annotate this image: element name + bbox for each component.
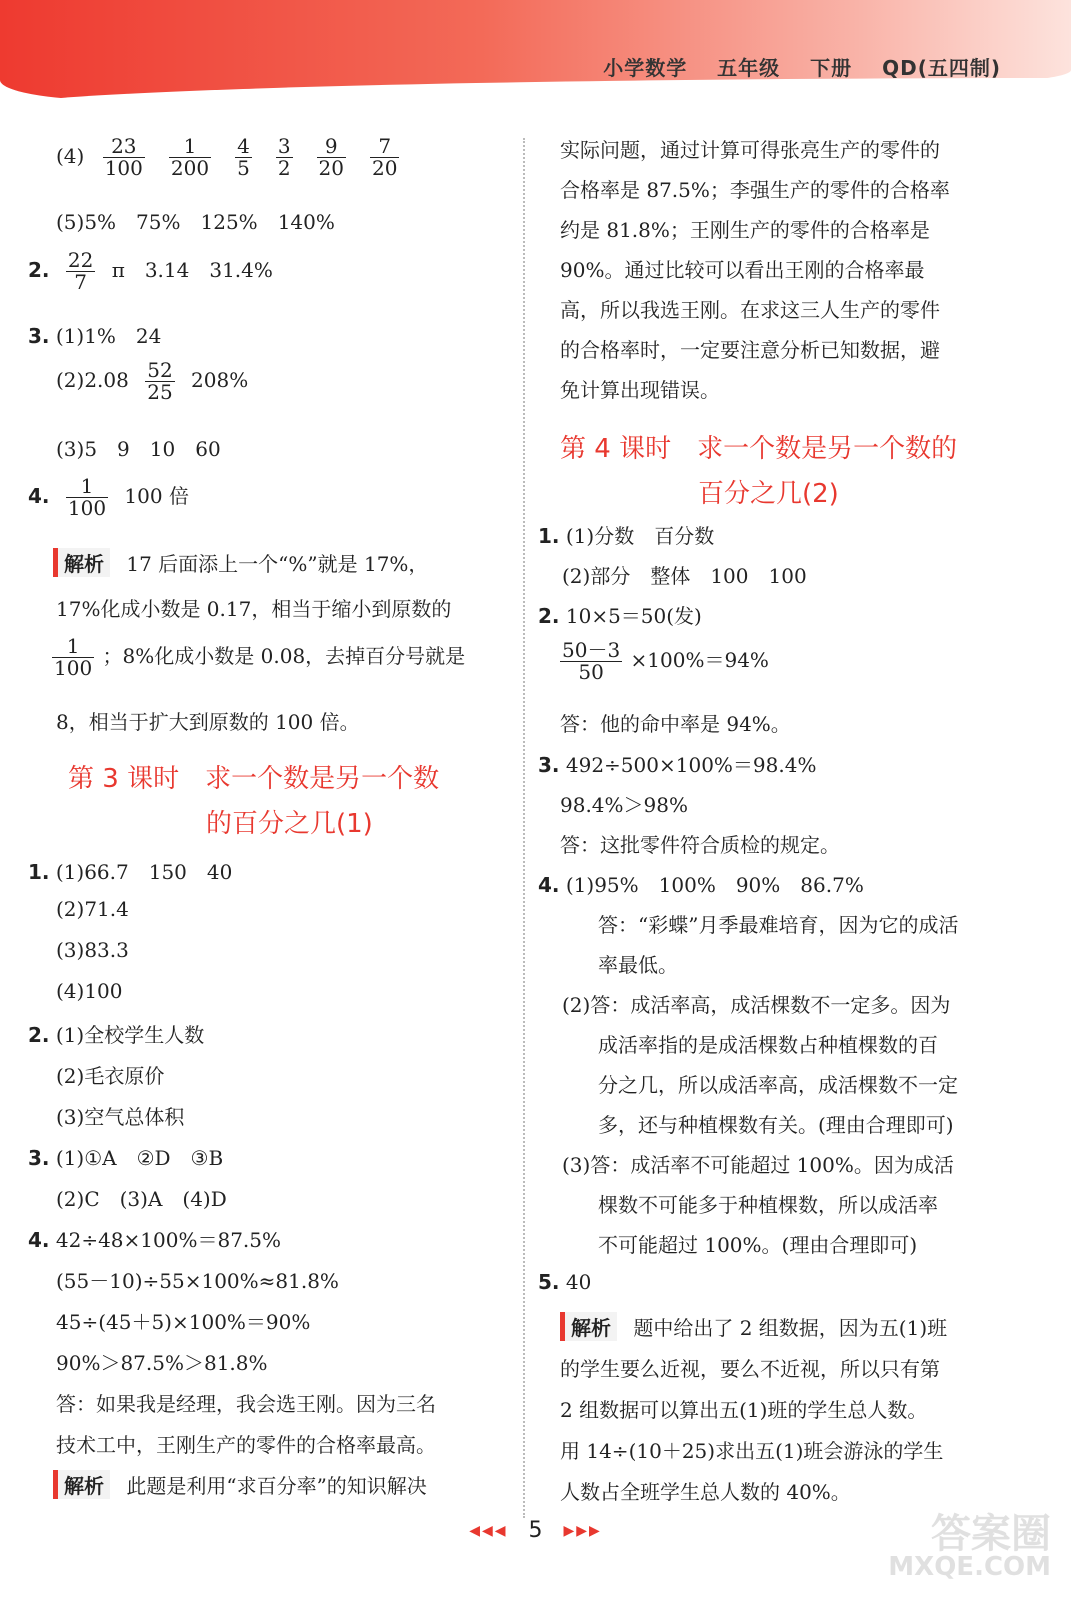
answer-line: 棵数不可能多于种植棵数，所以成活率 (598, 1193, 938, 1217)
analysis-text: 用 14÷(10＋25)求出五(1)班会游泳的学生 (560, 1439, 944, 1463)
answer-line: (3)空气总体积 (56, 1105, 185, 1129)
fraction (235, 136, 252, 179)
analysis-text: 17 后面添上一个“%”就是 17%， (126, 552, 429, 576)
numerator: 1 (52, 636, 94, 658)
answer-line: 成活率指的是成活棵数占种植棵数的百 (598, 1033, 938, 1057)
answer-text: 208% (191, 368, 249, 392)
answer-line: (2)部分 整体 100 100 (562, 564, 807, 588)
header-info (581, 52, 1001, 81)
answer-text: 10×5＝50(发) (565, 604, 702, 628)
answer-line: 率最低。 (598, 953, 678, 977)
question-number: 1. (538, 524, 560, 548)
question-3 (28, 1142, 223, 1171)
answer-text: 42÷48×100%＝87.5% (55, 1228, 282, 1252)
fraction (66, 250, 95, 293)
question-number: 1. (28, 860, 50, 884)
denominator: 200 (170, 156, 210, 180)
answer-text: 492÷500×100%＝98.4% (565, 753, 817, 777)
answer-line: 答：这批零件符合质检的规定。 (560, 833, 840, 857)
question-number: 3. (28, 324, 50, 348)
question-1 (538, 520, 714, 549)
watermark-url: MXQE.COM (888, 1552, 1051, 1582)
denominator: 5 (237, 156, 250, 180)
lesson-heading: 第 4 课时 求一个数是另一个数的 (560, 434, 958, 464)
question-4 (538, 869, 864, 898)
lesson-heading: 百分之几(2) (698, 479, 839, 509)
analysis-text: 的合格率时，一定要注意分析已知数据，避 (560, 338, 940, 362)
answer-line: 90%＞87.5%＞81.8% (56, 1351, 268, 1375)
fraction (66, 476, 108, 519)
watermark-title: 答案圈 (931, 1511, 1051, 1557)
answer-line: 答：“彩蝶”月季最难培育，因为它的成活 (598, 913, 959, 937)
question-2 (28, 1019, 204, 1048)
answer-line: (55－10)÷55×100%≈81.8% (56, 1269, 339, 1293)
numerator: 1 (169, 136, 211, 158)
numerator: 3 (277, 134, 291, 158)
answer-text: (1)66.7 150 40 (55, 860, 233, 884)
page-number: 5 (528, 1518, 543, 1543)
answer-line: 分之几，所以成活率高，成活棵数不一定 (598, 1073, 958, 1097)
answer-line (560, 640, 769, 683)
numerator: 7 (370, 136, 399, 158)
answer-line: (2)毛衣原价 (56, 1064, 165, 1088)
denominator: 20 (372, 156, 398, 180)
answer-line: (4)100 (56, 979, 123, 1003)
analysis-text: 实际问题，通过计算可得张亮生产的零件的 (560, 138, 940, 162)
answer-line: (2)71.4 (56, 897, 129, 921)
fraction-list (91, 134, 412, 180)
question-number: 3. (28, 1146, 50, 1170)
denominator: 100 (54, 656, 93, 680)
analysis-text: 题中给出了 2 组数据，因为五(1)班 (633, 1316, 948, 1340)
question-2 (28, 250, 273, 293)
answer-text: (2)2.08 (56, 368, 129, 392)
denominator: 20 (318, 156, 344, 180)
answer-line: 答：他的命中率是 94%。 (560, 712, 791, 736)
answer-text: (1)全校学生人数 (55, 1023, 205, 1047)
analysis-text: 合格率是 87.5%；李强生产的零件的合格率 (560, 178, 950, 202)
analysis-text: 高，所以我选王刚。在求这三人生产的零件 (560, 298, 940, 322)
header-grade: 五年级 (717, 56, 781, 80)
analysis-text: 17%化成小数是 0.17，相当于缩小到原数的 (56, 597, 452, 621)
question-4 (28, 476, 189, 519)
column-divider (523, 138, 525, 1518)
numerator: 50－3 (562, 638, 621, 662)
lesson-heading: 第 3 课时 求一个数是另一个数 (68, 764, 440, 794)
answer-line: 多，还与种植棵数有关。(理由合理即可) (598, 1113, 954, 1137)
analysis-text: ；8%化成小数是 0.08，去掉百分号就是 (102, 644, 466, 668)
analysis-tag: 解析 (53, 548, 110, 577)
fraction (52, 636, 94, 679)
analysis-text: 2 组数据可以算出五(1)班的学生总人数。 (560, 1398, 928, 1422)
analysis-text: 90%。通过比较可以看出王刚的合格率最 (560, 258, 925, 282)
question-3 (28, 320, 161, 349)
question-number: 4. (28, 1228, 50, 1252)
analysis-text: 人数占全班学生总人数的 40%。 (560, 1480, 851, 1504)
analysis-block (53, 548, 428, 577)
left-arrows-icon: ◀◀◀ (469, 1523, 508, 1539)
question-number: 4. (538, 873, 560, 897)
numerator: 22 (67, 248, 94, 272)
answer-text: 40 (565, 1270, 592, 1294)
numerator: 4 (237, 134, 250, 158)
fraction (169, 136, 211, 179)
answer-line: (3)5 9 10 60 (56, 437, 221, 461)
question-number: 3. (538, 753, 560, 777)
question-1 (28, 856, 232, 885)
analysis-text: 的学生要么近视，要么不近视，所以只有第 (560, 1357, 940, 1381)
answer-line (56, 136, 411, 179)
answer-line (56, 360, 248, 403)
lesson-heading: 的百分之几(1) (206, 809, 373, 839)
answer-line: (3)答：成活率不可能超过 100%。因为成活 (562, 1153, 954, 1177)
answer-line: 答：如果我是经理，我会选王刚。因为三名 (56, 1392, 436, 1416)
answer-text: (1)分数 百分数 (565, 524, 715, 548)
question-number: 2. (28, 258, 50, 282)
denominator: 100 (67, 496, 107, 520)
question-number: 4. (28, 484, 50, 508)
question-number: 2. (28, 1023, 50, 1047)
denominator: 7 (74, 270, 87, 294)
answer-line: (3)83.3 (56, 938, 129, 962)
answer-line: 技术工中，王刚生产的零件的合格率最高。 (56, 1433, 436, 1457)
numerator: 23 (103, 136, 145, 158)
answer-text: (1)①A ②D ③B (55, 1146, 224, 1170)
question-5 (538, 1270, 591, 1294)
question-number: 5. (538, 1270, 560, 1294)
numerator: 52 (147, 358, 173, 382)
fraction (370, 136, 399, 179)
answer-text: ×100%＝94% (630, 648, 769, 672)
numerator: 1 (66, 476, 108, 498)
answer-text: 100 倍 (124, 484, 189, 508)
answer-line: (2)答：成活率高，成活棵数不一定多。因为 (562, 993, 951, 1017)
analysis-block (53, 1470, 427, 1499)
fraction (145, 360, 174, 403)
question-number: 2. (538, 604, 560, 628)
analysis-text: 8，相当于扩大到原数的 100 倍。 (56, 710, 360, 734)
analysis-text (52, 636, 465, 679)
answer-text: (1)95% 100% 90% 86.7% (565, 873, 864, 897)
header-subject: 小学数学 (603, 56, 688, 80)
fraction (103, 136, 145, 179)
analysis-text: 此题是利用“求百分率”的知识解决 (126, 1474, 427, 1498)
item-label: (4) (56, 144, 85, 168)
denominator: 2 (277, 156, 291, 180)
analysis-block (560, 1312, 947, 1341)
answer-line: (2)C (3)A (4)D (56, 1187, 227, 1211)
header-volume: 下册 (810, 56, 853, 80)
watermark (888, 1511, 1051, 1582)
analysis-text: 约是 81.8%；王刚生产的零件的合格率是 (560, 218, 930, 242)
answer-text: π 3.14 31.4% (111, 258, 273, 282)
denominator: 50 (578, 660, 604, 684)
header-edition: QD(五四制) (882, 56, 1001, 80)
fraction (317, 136, 346, 179)
question-2 (538, 600, 702, 629)
right-arrows-icon: ▶▶▶ (563, 1523, 602, 1539)
analysis-tag: 解析 (53, 1470, 110, 1499)
analysis-tag: 解析 (560, 1312, 617, 1341)
answer-line: 不可能超过 100%。(理由合理即可) (598, 1233, 918, 1257)
answer-line: 98.4%＞98% (560, 793, 688, 817)
fraction (560, 640, 622, 683)
fraction (276, 136, 293, 179)
answer-line: 45÷(45＋5)×100%＝90% (56, 1310, 311, 1334)
numerator: 9 (317, 136, 346, 158)
answer-text: (1)1% 24 (55, 324, 162, 348)
answer-line: (5)5% 75% 125% 140% (56, 210, 335, 234)
question-3 (538, 749, 816, 778)
analysis-text: 免计算出现错误。 (560, 378, 720, 402)
question-4 (28, 1224, 281, 1253)
denominator: 100 (104, 156, 143, 180)
denominator: 25 (147, 380, 173, 404)
